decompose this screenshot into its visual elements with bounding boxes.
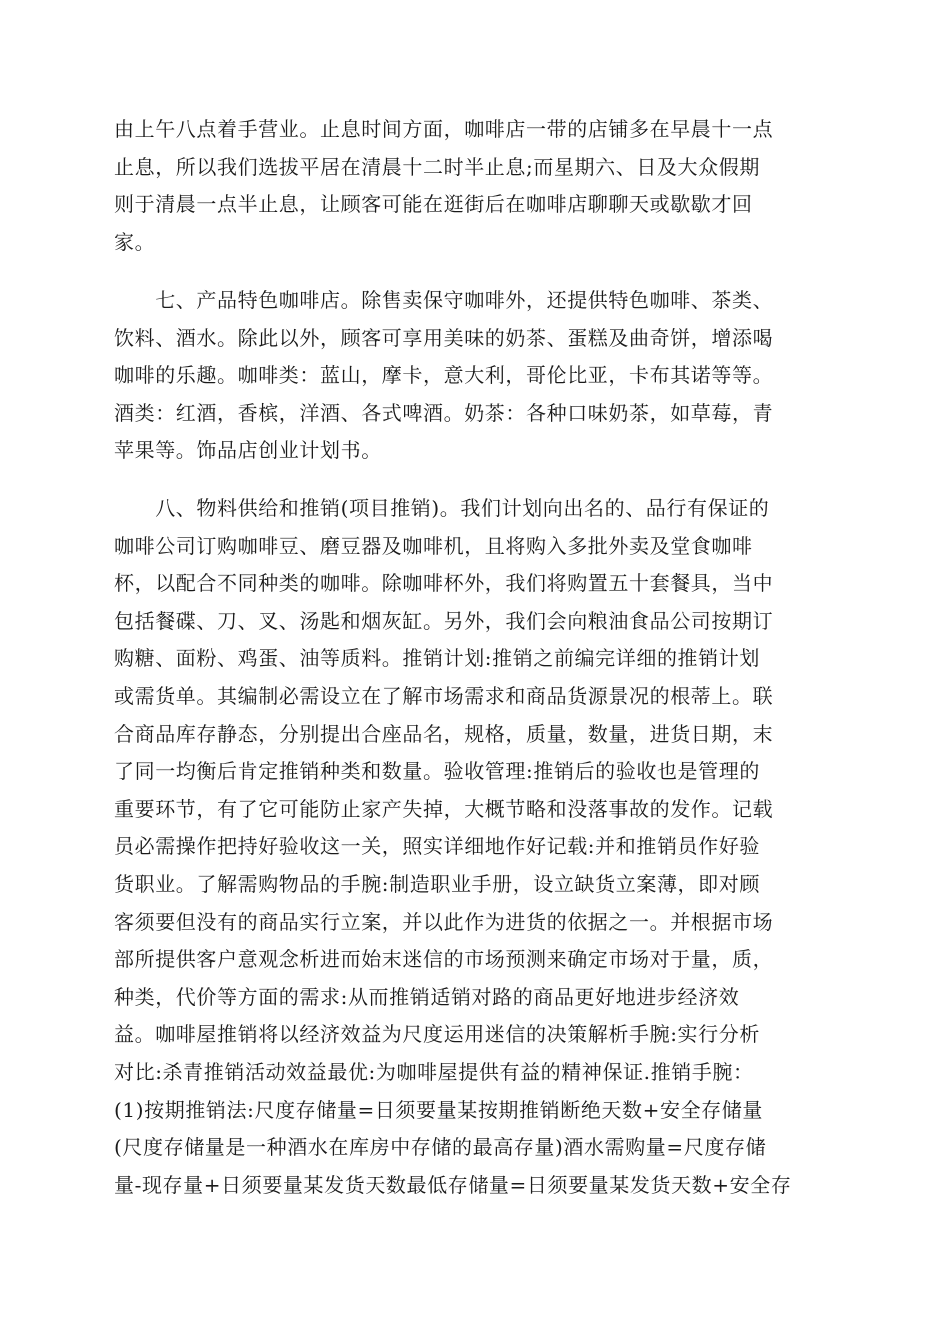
text-line: 合商品库存静态，分别提出合座品名，规格，质量，数量，进货日期，末 bbox=[114, 721, 774, 746]
text-line: 或需货单。其编制必需设立在了解市场需求和商品货源景况的根蒂上。联 bbox=[114, 683, 774, 708]
text-line: 益。咖啡屋推销将以经济效益为尺度运用迷信的决策解析手腕:实行分析 bbox=[114, 1022, 760, 1047]
text-line: 止息，所以我们选拔平居在清晨十二时半止息;而星期六、日及大众假期 bbox=[114, 154, 760, 179]
text-line: 部所提供客户意观念析进而始末迷信的市场预测来确定市场对于量，质， bbox=[114, 947, 774, 972]
text-line: 了同一均衡后肯定推销种类和数量。验收管理:推销后的验收也是管理的 bbox=[114, 759, 760, 784]
text-line: 购糖、面粉、鸡蛋、油等质料。推销计划:推销之前编完详细的推销计划 bbox=[114, 646, 760, 671]
text-line: 杯，以配合不同种类的咖啡。除咖啡杯外，我们将购置五十套餐具，当中 bbox=[114, 571, 774, 596]
text-line: 酒类：红酒，香槟，洋酒、各式啤酒。奶茶：各种口味奶茶，如草莓，青 bbox=[114, 400, 774, 425]
paragraph-product-features bbox=[114, 282, 836, 470]
text-line: 则于清晨一点半止息，让顾客可能在逛街后在咖啡店聊聊天或歇歇才回 bbox=[114, 192, 753, 217]
text-line: 对比:杀青推销活动效益最优:为咖啡屋提供有益的精神保证.推销手腕： bbox=[114, 1059, 754, 1084]
text-line: 饮料、酒水。除此以外，顾客可享用美味的奶茶、蛋糕及曲奇饼，增添喝 bbox=[114, 325, 774, 350]
text-line: 包括餐碟、刀、叉、汤匙和烟灰缸。另外，我们会向粮油食品公司按期订 bbox=[114, 608, 774, 633]
paragraph-business-hours bbox=[114, 111, 836, 261]
text-line: 重要环节，有了它可能防止家产失掉，大概节略和没落事故的发作。记载 bbox=[114, 796, 774, 821]
paragraph-supply-procurement bbox=[114, 490, 836, 1204]
text-line: 种类，代价等方面的需求:从而推销适销对路的商品更好地进步经济效 bbox=[114, 984, 740, 1009]
text-line: 货职业。了解需购物品的手腕:制造职业手册，设立缺货立案薄，即对顾 bbox=[114, 871, 760, 896]
text-line: 由上午八点着手营业。止息时间方面，咖啡店一带的店铺多在早晨十一点 bbox=[114, 117, 774, 141]
text-line: 苹果等。饰品店创业计划书。 bbox=[114, 438, 382, 463]
text-line: 咖啡的乐趣。咖啡类：蓝山，摩卡，意大利，哥伦比亚，卡布其诺等等。 bbox=[114, 363, 774, 388]
text-line: 咖啡公司订购咖啡豆、磨豆器及咖啡机，且将购入多批外卖及堂食咖啡 bbox=[114, 533, 753, 558]
text-line: 员必需操作把持好验收这一关，照实详细地作好记载:并和推销员作好验 bbox=[114, 834, 760, 859]
text-line: 家。 bbox=[114, 229, 156, 254]
text-line: 八、物料供给和推销(项目推销)。我们计划向出名的、品行有保证的 bbox=[114, 496, 770, 520]
text-line: (1)按期推销法:尺度存储量=日须要量某按期推销断绝天数+安全存储量 bbox=[114, 1097, 763, 1122]
text-line: 七、产品特色咖啡店。除售卖保守咖啡外，还提供特色咖啡、茶类、 bbox=[114, 288, 774, 312]
text-line: 量-现存量+日须要量某发货天数最低存储量=日须要量某发货天数+安全存 bbox=[114, 1172, 792, 1197]
text-line: 客须要但没有的商品实行立案，并以此作为进货的依据之一。并根据市场 bbox=[114, 909, 774, 934]
text-line: (尺度存储量是一种酒水在库房中存储的最高存量)酒水需购量=尺度存储 bbox=[114, 1135, 767, 1160]
